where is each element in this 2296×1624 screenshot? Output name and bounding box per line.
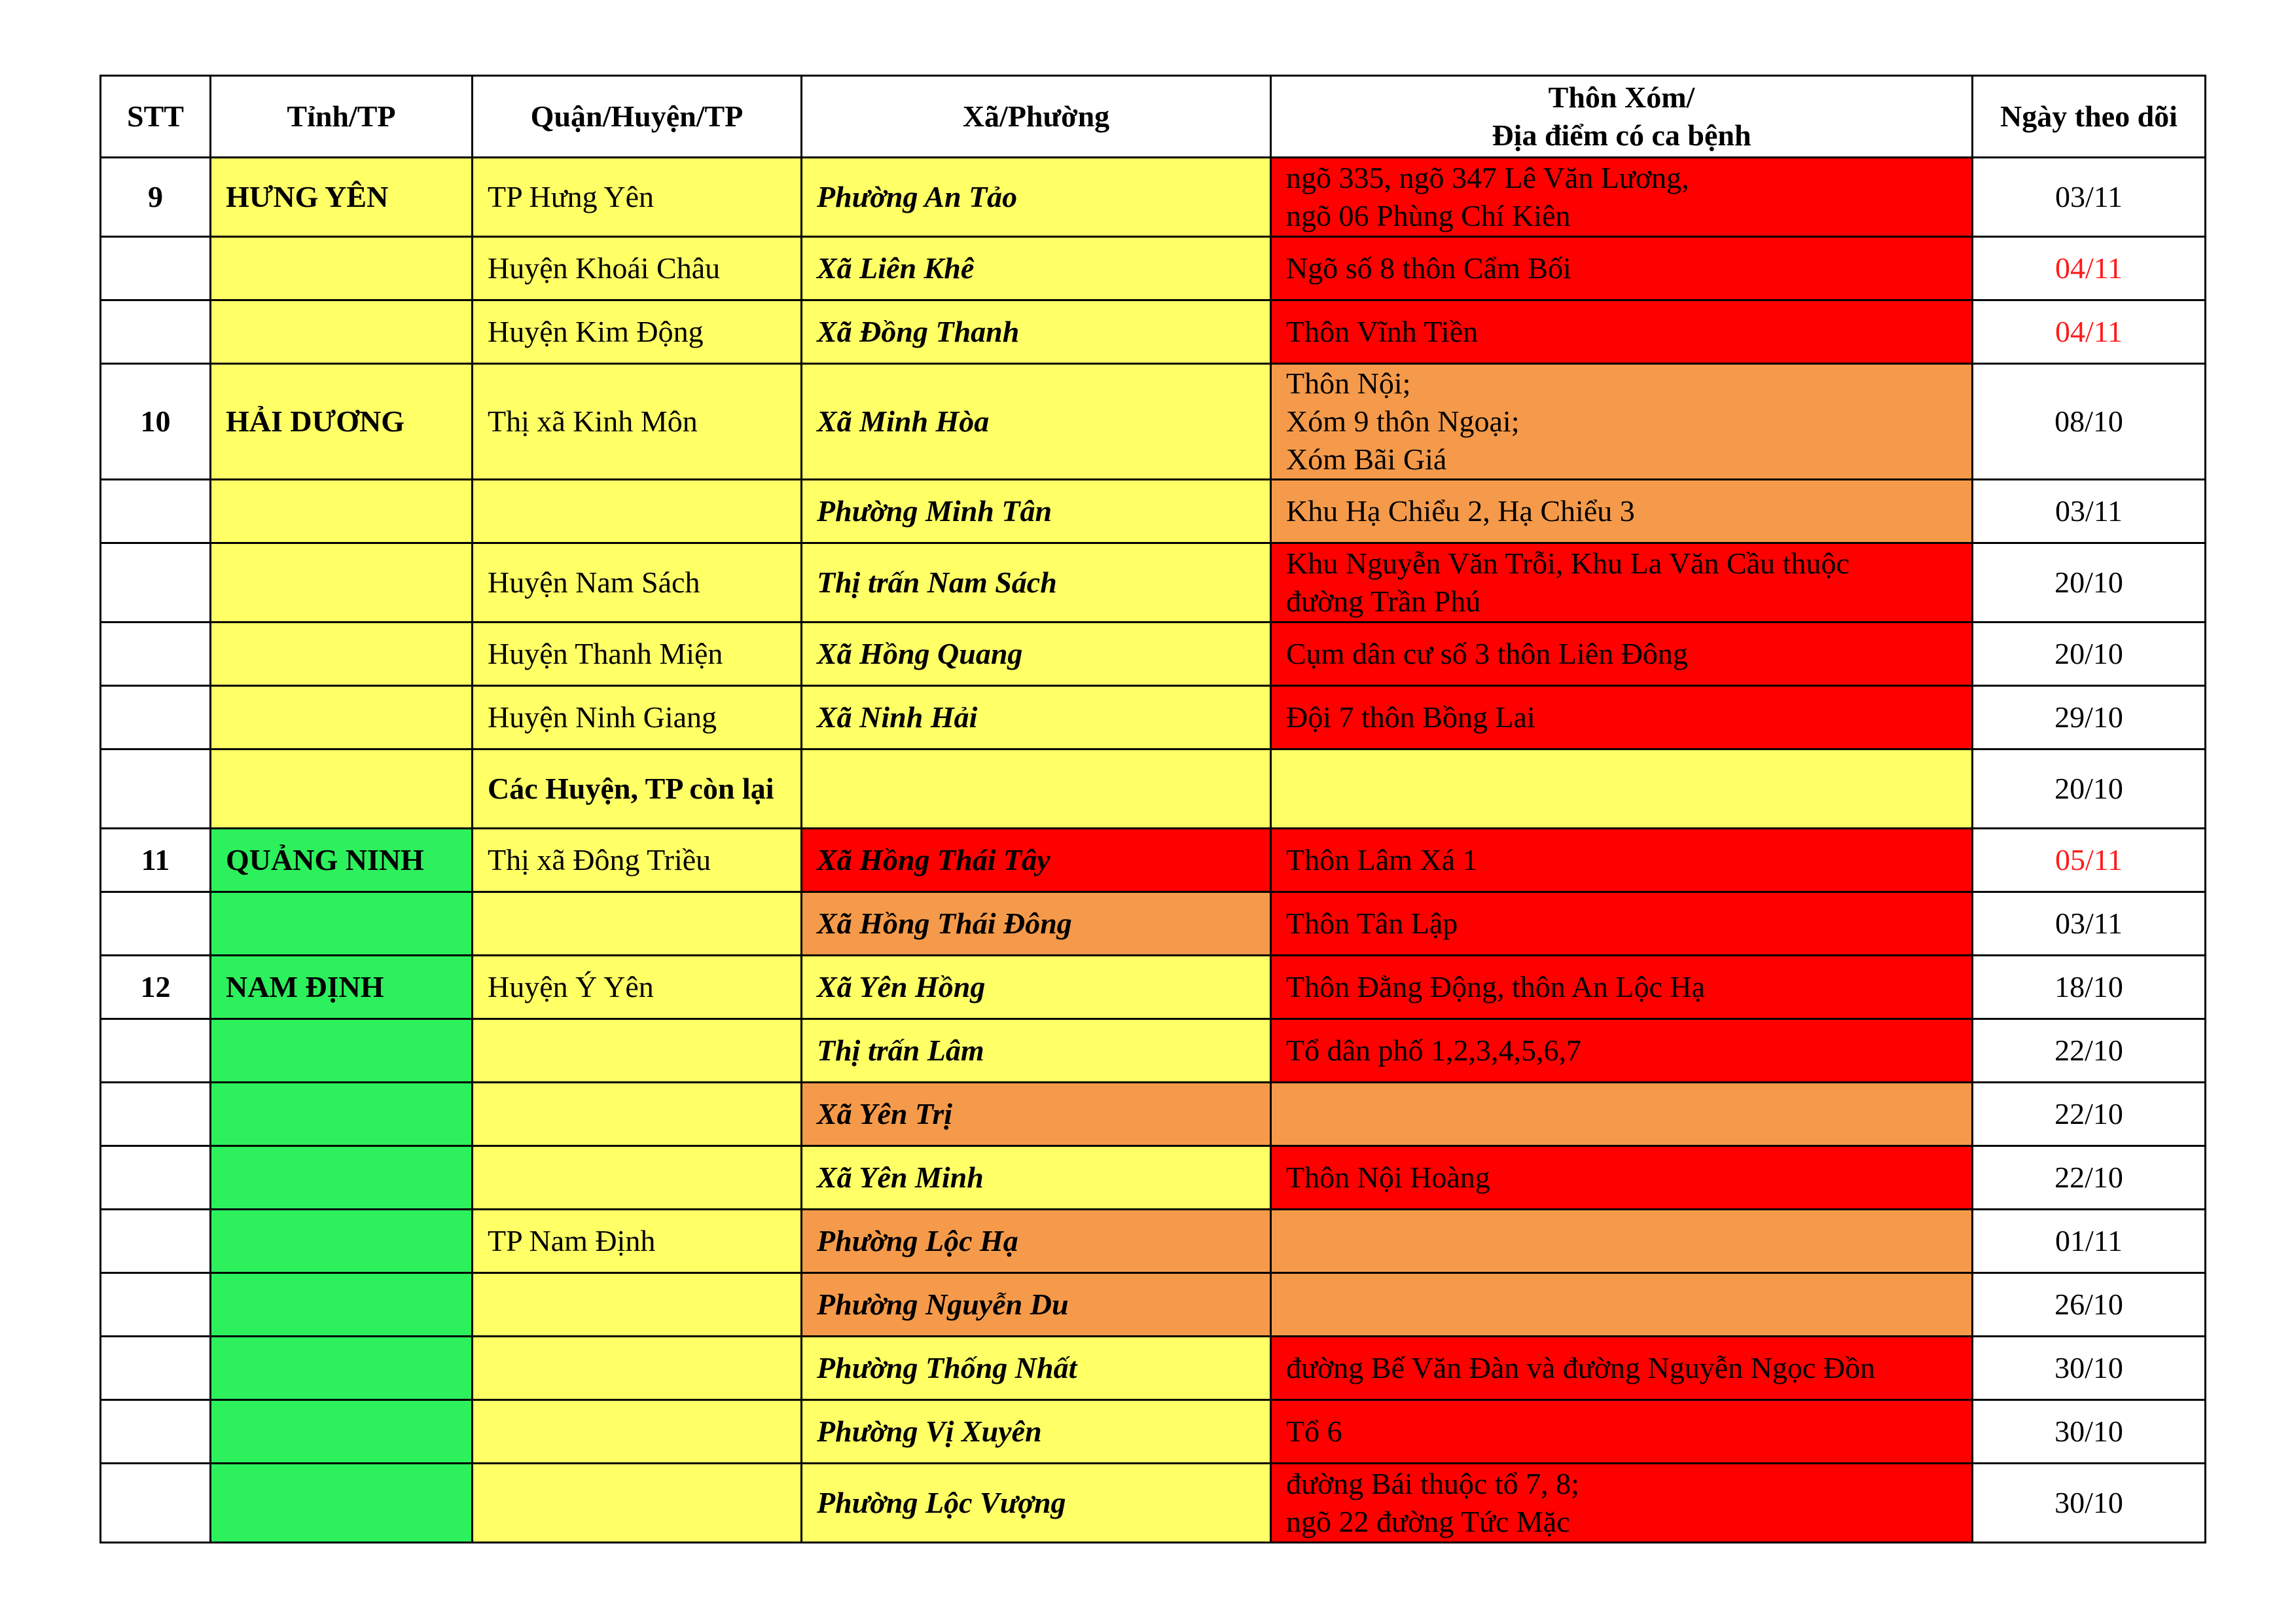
row-location: [1271, 829, 1973, 892]
header-stt: STT: [101, 76, 211, 158]
table-row: [101, 300, 2206, 364]
location-line: Thôn Nội Hoàng: [1286, 1161, 1490, 1194]
row-province: [211, 1019, 473, 1083]
row-location: [1271, 623, 1973, 686]
location-line: ngõ 22 đường Tức Mặc: [1286, 1505, 1570, 1538]
row-location: [1271, 892, 1973, 956]
row-province: [211, 1146, 473, 1210]
row-location: [1271, 1210, 1973, 1273]
row-stt: [101, 1019, 211, 1083]
row-location: [1271, 1337, 1973, 1400]
row-district: Huyện Thanh Miện: [473, 623, 802, 686]
row-province: NAM ĐỊNH: [211, 956, 473, 1019]
table-row: [101, 829, 2206, 892]
location-line: Thôn Vĩnh Tiền: [1286, 315, 1479, 348]
row-tracking-date: 30/10: [1973, 1464, 2206, 1543]
row-commune: Xã Yên Minh: [802, 1146, 1271, 1210]
table-row: [101, 480, 2206, 543]
row-district: Huyện Kim Động: [473, 300, 802, 364]
row-stt: [101, 892, 211, 956]
row-tracking-date: 30/10: [1973, 1400, 2206, 1464]
table-row: [101, 1019, 2206, 1083]
table-row: [101, 623, 2206, 686]
row-tracking-date: 08/10: [1973, 364, 2206, 480]
row-commune: Thị trấn Nam Sách: [802, 543, 1271, 623]
location-line: Cụm dân cư số 3 thôn Liên Đông: [1286, 637, 1688, 670]
table-row: [101, 1273, 2206, 1337]
row-district: [473, 1273, 802, 1337]
location-line: ngõ 06 Phùng Chí Kiên: [1286, 199, 1571, 232]
table-row: [101, 1210, 2206, 1273]
row-tracking-date: 05/11: [1973, 829, 2206, 892]
row-location: [1271, 956, 1973, 1019]
row-province: [211, 1083, 473, 1146]
row-location: [1271, 1146, 1973, 1210]
row-location: [1271, 237, 1973, 300]
header-district: Quận/Huyện/TP: [473, 76, 802, 158]
row-stt: [101, 1083, 211, 1146]
table-row: [101, 956, 2206, 1019]
row-location: [1271, 300, 1973, 364]
table-row: [101, 364, 2206, 480]
row-tracking-date: 22/10: [1973, 1019, 2206, 1083]
table-row: [101, 1083, 2206, 1146]
row-stt: [101, 480, 211, 543]
row-tracking-date: 20/10: [1973, 749, 2206, 829]
row-tracking-date: 22/10: [1973, 1146, 2206, 1210]
table-row: [101, 1400, 2206, 1464]
location-line: Đội 7 thôn Bồng Lai: [1286, 700, 1535, 734]
header-row: [101, 76, 2206, 158]
row-tracking-date: 04/11: [1973, 300, 2206, 364]
row-tracking-date: 20/10: [1973, 543, 2206, 623]
row-stt: 11: [101, 829, 211, 892]
row-stt: [101, 1337, 211, 1400]
location-line: Tổ 6: [1286, 1415, 1342, 1448]
row-commune: Xã Hồng Quang: [802, 623, 1271, 686]
row-district: [473, 1146, 802, 1210]
row-district: Thị xã Kinh Môn: [473, 364, 802, 480]
row-province: [211, 749, 473, 829]
row-location: [1271, 364, 1973, 480]
row-province: [211, 892, 473, 956]
row-province: [211, 480, 473, 543]
row-stt: 9: [101, 158, 211, 237]
table-row: [101, 237, 2206, 300]
row-district: TP Hưng Yên: [473, 158, 802, 237]
row-tracking-date: 03/11: [1973, 892, 2206, 956]
row-district: TP Nam Định: [473, 1210, 802, 1273]
row-commune: Xã Minh Hòa: [802, 364, 1271, 480]
header-location: [1271, 76, 1973, 158]
row-tracking-date: 01/11: [1973, 1210, 2206, 1273]
header-province: Tỉnh/TP: [211, 76, 473, 158]
row-commune: Phường Nguyễn Du: [802, 1273, 1271, 1337]
table-row: [101, 1146, 2206, 1210]
row-province: HẢI DƯƠNG: [211, 364, 473, 480]
row-stt: [101, 237, 211, 300]
row-district: Huyện Nam Sách: [473, 543, 802, 623]
row-commune: Phường Vị Xuyên: [802, 1400, 1271, 1464]
row-district: Thị xã Đông Triều: [473, 829, 802, 892]
row-location: [1271, 1400, 1973, 1464]
row-stt: [101, 1146, 211, 1210]
row-stt: [101, 623, 211, 686]
row-stt: 10: [101, 364, 211, 480]
row-commune: Xã Đồng Thanh: [802, 300, 1271, 364]
row-location: [1271, 1464, 1973, 1543]
row-location: [1271, 1019, 1973, 1083]
row-tracking-date: 29/10: [1973, 686, 2206, 749]
row-location: [1271, 686, 1973, 749]
row-stt: [101, 1400, 211, 1464]
location-line: Ngõ số 8 thôn Cẩm Bối: [1286, 251, 1571, 285]
header-tracking-date: Ngày theo dõi: [1973, 76, 2206, 158]
row-location: [1271, 1083, 1973, 1146]
row-province: [211, 543, 473, 623]
row-commune: Phường Lộc Hạ: [802, 1210, 1271, 1273]
row-location: [1271, 158, 1973, 237]
row-commune: Phường Lộc Vượng: [802, 1464, 1271, 1543]
row-province: [211, 686, 473, 749]
row-district: [473, 1083, 802, 1146]
row-stt: [101, 543, 211, 623]
table-row: [101, 158, 2206, 237]
row-tracking-date: 30/10: [1973, 1337, 2206, 1400]
row-province: [211, 623, 473, 686]
row-district: Huyện Khoái Châu: [473, 237, 802, 300]
location-line: Thôn Đằng Động, thôn An Lộc Hạ: [1286, 970, 1706, 1003]
row-location: [1271, 749, 1973, 829]
row-district: Huyện Ý Yên: [473, 956, 802, 1019]
row-location: [1271, 1273, 1973, 1337]
row-province: [211, 1273, 473, 1337]
row-province: [211, 300, 473, 364]
row-commune: Phường Minh Tân: [802, 480, 1271, 543]
table-row: [101, 1464, 2206, 1543]
row-stt: [101, 1464, 211, 1543]
row-province: HƯNG YÊN: [211, 158, 473, 237]
header-location-line1: Thôn Xóm/: [1548, 81, 1695, 114]
row-tracking-date: 22/10: [1973, 1083, 2206, 1146]
row-district: Huyện Ninh Giang: [473, 686, 802, 749]
location-line: Khu Nguyễn Văn Trỗi, Khu La Văn Cầu thuộc: [1286, 547, 1850, 580]
row-location: [1271, 480, 1973, 543]
row-district: Các Huyện, TP còn lại: [473, 749, 802, 829]
row-tracking-date: 03/11: [1973, 158, 2206, 237]
location-line: Xóm Bãi Giá: [1286, 442, 1447, 476]
row-commune: Xã Hồng Thái Tây: [802, 829, 1271, 892]
row-commune: Phường An Tảo: [802, 158, 1271, 237]
table-row: [101, 892, 2206, 956]
row-district: [473, 1400, 802, 1464]
row-tracking-date: 04/11: [1973, 237, 2206, 300]
row-commune: [802, 749, 1271, 829]
location-line: Khu Hạ Chiểu 2, Hạ Chiểu 3: [1286, 494, 1635, 528]
location-line: Thôn Tân Lập: [1286, 907, 1458, 940]
location-line: đường Bế Văn Đàn và đường Nguyễn Ngọc Đồn: [1286, 1351, 1875, 1384]
location-line: Thôn Lâm Xá 1: [1286, 843, 1478, 876]
row-stt: [101, 1210, 211, 1273]
row-stt: [101, 1273, 211, 1337]
location-line: đường Bái thuộc tổ 7, 8;: [1286, 1467, 1579, 1500]
row-location: [1271, 543, 1973, 623]
row-district: [473, 480, 802, 543]
row-tracking-date: 26/10: [1973, 1273, 2206, 1337]
row-tracking-date: 20/10: [1973, 623, 2206, 686]
row-tracking-date: 03/11: [1973, 480, 2206, 543]
row-province: [211, 1400, 473, 1464]
row-province: QUẢNG NINH: [211, 829, 473, 892]
table-row: [101, 1337, 2206, 1400]
row-province: [211, 1337, 473, 1400]
table-row: [101, 749, 2206, 829]
row-stt: 12: [101, 956, 211, 1019]
row-district: [473, 1464, 802, 1543]
header-commune: Xã/Phường: [802, 76, 1271, 158]
row-commune: Xã Liên Khê: [802, 237, 1271, 300]
row-stt: [101, 300, 211, 364]
row-tracking-date: 18/10: [1973, 956, 2206, 1019]
row-province: [211, 1210, 473, 1273]
table-row: [101, 686, 2206, 749]
row-stt: [101, 686, 211, 749]
table-row: [101, 543, 2206, 623]
row-stt: [101, 749, 211, 829]
row-commune: Xã Hồng Thái Đông: [802, 892, 1271, 956]
row-commune: Xã Yên Trị: [802, 1083, 1271, 1146]
location-line: đường Trần Phú: [1286, 585, 1481, 618]
location-line: ngõ 335, ngõ 347 Lê Văn Lương,: [1286, 161, 1689, 194]
table-body: [101, 158, 2206, 1543]
row-district: [473, 1337, 802, 1400]
location-line: Thôn Nội;: [1286, 367, 1411, 400]
location-line: Xóm 9 thôn Ngoại;: [1286, 405, 1520, 438]
row-province: [211, 1464, 473, 1543]
row-commune: Xã Yên Hồng: [802, 956, 1271, 1019]
row-district: [473, 1019, 802, 1083]
header-location-line2: Địa điểm có ca bệnh: [1492, 118, 1751, 152]
outbreak-locations-table: [99, 75, 2206, 1543]
location-line: Tổ dân phố 1,2,3,4,5,6,7: [1286, 1034, 1582, 1067]
row-province: [211, 237, 473, 300]
row-commune: Phường Thống Nhất: [802, 1337, 1271, 1400]
row-commune: Xã Ninh Hải: [802, 686, 1271, 749]
row-district: [473, 892, 802, 956]
row-commune: Thị trấn Lâm: [802, 1019, 1271, 1083]
